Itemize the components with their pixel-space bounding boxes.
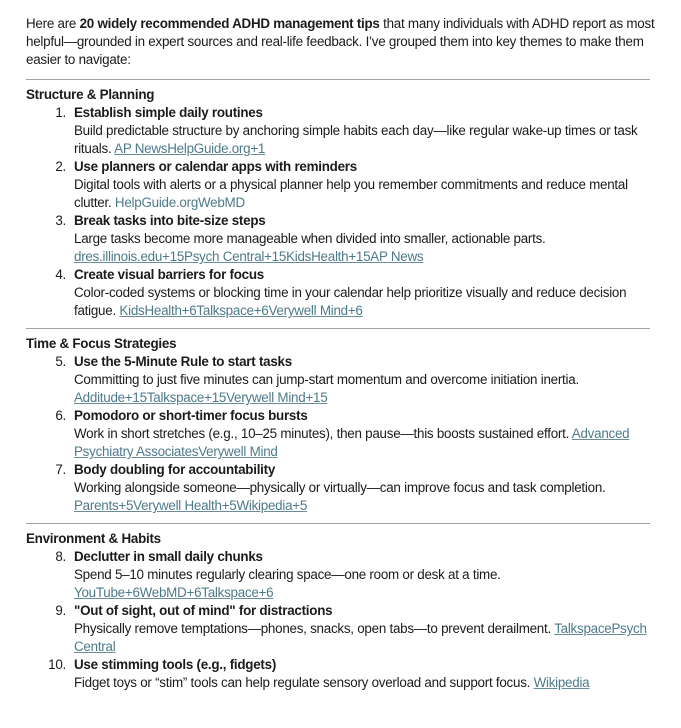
section-divider — [26, 79, 650, 80]
tip-title: Declutter in small daily chunks — [74, 549, 263, 564]
tip-number: 2. — [55, 159, 66, 174]
tip-text: Fidget toys or “stim” tools can help regulate sensory overload and support focus. — [74, 675, 534, 690]
source-link[interactable]: AP NewsHelpGuide.org+1 — [114, 141, 266, 156]
tip-title: Use the 5-Minute Rule to start tasks — [74, 354, 292, 369]
tip-number: 6. — [55, 408, 66, 423]
tip-number: 8. — [55, 549, 66, 564]
tip-number: 1. — [55, 105, 66, 120]
tip-number: 4. — [55, 267, 66, 282]
tip-item — [26, 656, 651, 692]
tip-body — [74, 176, 651, 212]
tip-body — [74, 284, 651, 320]
tip-body — [74, 620, 651, 656]
intro-suffix: that many individuals with ADHD report as most helpful—grounded in expert sources and real-life feedback. I’ve grouped them into key themes to make them easier to navigate: — [26, 16, 655, 67]
tip-item — [26, 212, 651, 266]
tip-list — [26, 548, 651, 692]
tip-body — [74, 122, 651, 158]
tip-title: Establish simple daily routines — [74, 105, 263, 120]
tip-text: Large tasks become more manageable when divided into smaller, actionable parts. — [74, 231, 546, 246]
tip-item — [26, 602, 651, 656]
section-title: Environment & Habits — [26, 531, 161, 546]
tip-body — [74, 674, 651, 692]
tip-number: 9. — [55, 603, 66, 618]
tip-title: "Out of sight, out of mind" for distractions — [74, 603, 333, 618]
source-link[interactable]: Wikipedia — [533, 675, 590, 690]
source-link[interactable]: Parents+5Verywell Health+5Wikipedia+5 — [74, 498, 308, 513]
tip-list — [26, 353, 651, 515]
tip-text: Digital tools with alerts or a physical planner help you remember commitments and reduce mental clutter. — [74, 177, 628, 210]
tip-item — [26, 104, 651, 158]
intro-prefix: Here are — [26, 16, 80, 31]
source-link[interactable]: YouTube+6WebMD+6Talkspace+6 — [74, 585, 274, 600]
tip-text: Work in short stretches (e.g., 10–25 minutes), then pause—this boosts sustained effort. — [74, 426, 572, 441]
tip-item — [26, 407, 651, 461]
source-link[interactable]: TalkspacePsych Central — [74, 621, 647, 654]
tip-title: Use stimming tools (e.g., fidgets) — [74, 657, 277, 672]
tip-text: Spend 5–10 minutes regularly clearing space—one room or desk at a time. — [74, 567, 501, 582]
source-link[interactable]: HelpGuide.orgWebMD — [114, 195, 245, 210]
section-title: Time & Focus Strategies — [26, 336, 177, 351]
tip-list — [26, 104, 651, 320]
tip-title: Break tasks into bite-size steps — [74, 213, 266, 228]
tip-title: Body doubling for accountability — [74, 462, 276, 477]
source-link[interactable]: Advanced Psychiatry AssociatesVerywell Mind — [74, 426, 630, 459]
section-environment-habits — [26, 530, 651, 692]
section-structure-planning — [26, 86, 651, 320]
tip-body — [74, 425, 651, 461]
tip-title: Create visual barriers for focus — [74, 267, 264, 282]
tip-item — [26, 266, 651, 320]
section-divider — [26, 328, 650, 329]
tip-text: Color-coded systems or blocking time in your calendar help prioritize visually and reduce decision fatigue. — [74, 285, 627, 318]
intro-bold: 20 widely recommended ADHD management tips — [79, 16, 380, 31]
tip-item — [26, 461, 651, 515]
source-link[interactable]: dres.illinois.edu+15Psych Central+15KidsHealth+15AP News — [74, 249, 424, 264]
tip-title: Use planners or calendar apps with reminders — [74, 159, 357, 174]
intro-paragraph — [26, 15, 656, 69]
tip-body — [74, 479, 651, 515]
section-divider — [26, 523, 650, 524]
tip-number: 10. — [48, 657, 66, 672]
tip-body — [74, 371, 651, 407]
section-time-focus — [26, 335, 651, 515]
tip-item — [26, 353, 651, 407]
tip-number: 7. — [55, 462, 66, 477]
tip-title: Pomodoro or short-timer focus bursts — [74, 408, 308, 423]
tip-number: 3. — [55, 213, 66, 228]
tip-body — [74, 566, 651, 602]
tip-item — [26, 548, 651, 602]
source-link[interactable]: Additude+15Talkspace+15Verywell Mind+15 — [74, 390, 328, 405]
section-title: Structure & Planning — [26, 87, 155, 102]
tip-text: Build predictable structure by anchoring simple habits each day—like regular wake-up times or task rituals. — [74, 123, 638, 156]
tip-number: 5. — [55, 354, 66, 369]
source-link[interactable]: KidsHealth+6Talkspace+6Verywell Mind+6 — [119, 303, 363, 318]
tip-text: Physically remove temptations—phones, snacks, open tabs—to prevent derailment. — [74, 621, 555, 636]
tip-text: Working alongside someone—physically or virtually—can improve focus and task completion. — [74, 480, 606, 495]
tip-body — [74, 230, 651, 266]
tip-item — [26, 158, 651, 212]
tip-text: Committing to just five minutes can jump-start momentum and overcome initiation inertia. — [74, 372, 579, 387]
